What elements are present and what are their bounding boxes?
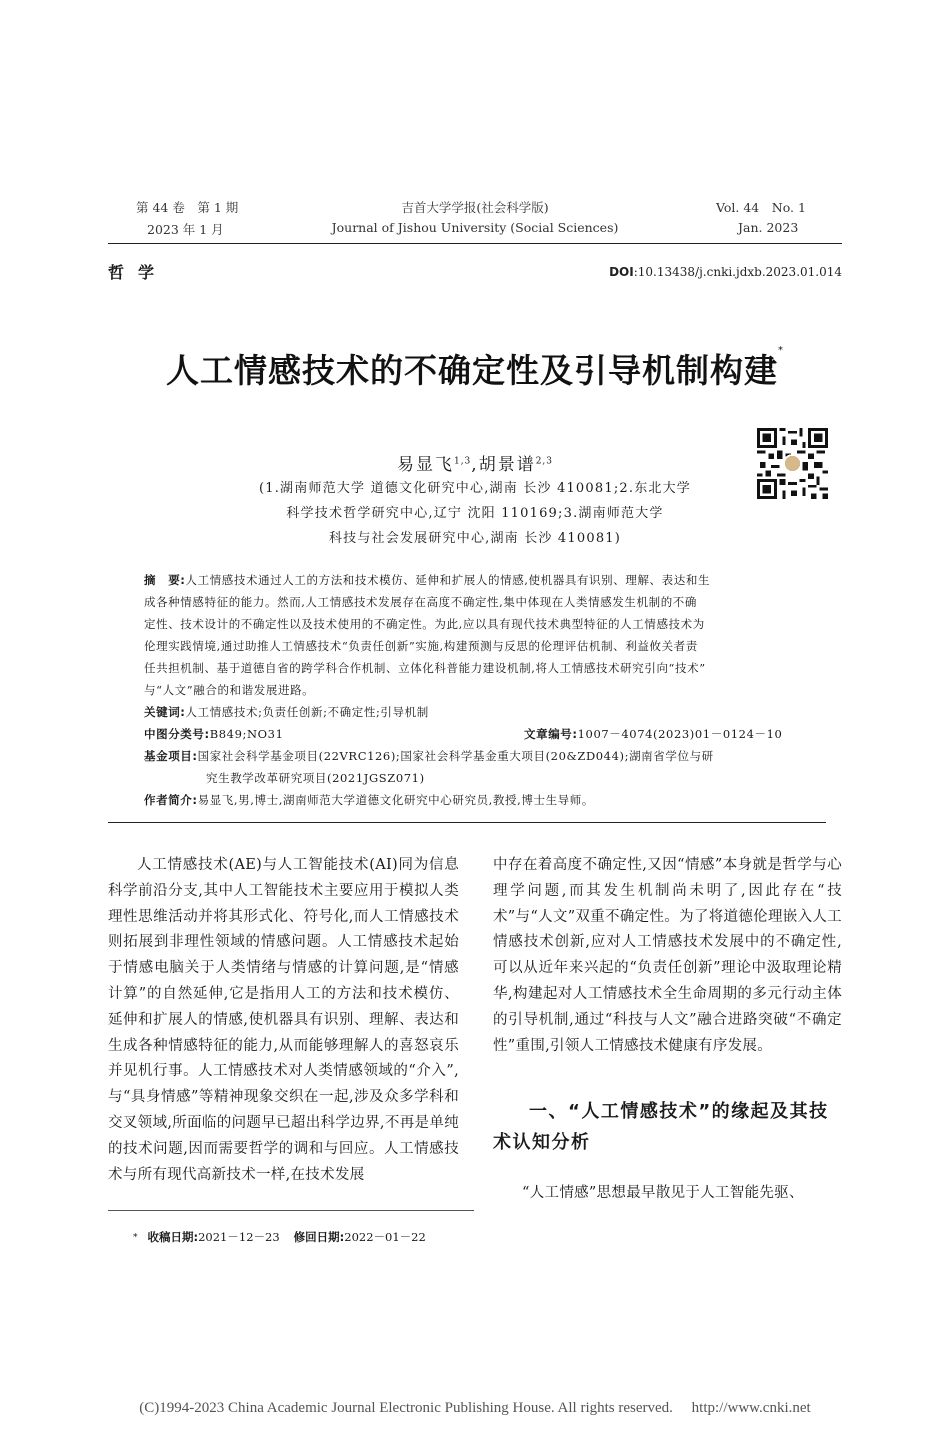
revised-date: 2022－01－22 <box>344 1230 426 1244</box>
header-journal-cn: 吉首大学学报(社会科学版) <box>401 200 549 215</box>
author-affiliation-index: 1,3 <box>453 456 472 467</box>
affiliations <box>200 476 750 551</box>
author-bio <box>144 789 824 811</box>
right-column-continued <box>493 1181 842 1207</box>
abstract-line: 任共担机制、基于道德自省的跨学科合作机制、立体化科普能力建设机制,将人工情感技术研究引向“技术” <box>144 661 706 675</box>
author-name: 胡景谱 <box>478 455 536 475</box>
doi <box>609 265 842 279</box>
author-bio-value: 易显飞,男,博士,湖南师范大学道德文化研究中心研究员,教授,博士生导师。 <box>197 793 594 807</box>
right-column <box>493 853 842 1059</box>
affiliation-line: (1.湖南师范大学 道德文化研究中心,湖南 长沙 410081;2.东北大学 <box>258 481 691 496</box>
copyright-notice: (C)1994-2023 China Academic Journal Electronic Publishing House. All rights reserved. http://www.cnki.net <box>139 1400 811 1416</box>
abstract-line: 伦理实践情境,通过助推人工情感技术“负责任创新”实施,构建预测与反思的伦理评估机制、利益攸关者责 <box>144 639 698 653</box>
article-number <box>524 723 782 745</box>
footnote-rule <box>108 1210 474 1211</box>
author-name: 易显飞 <box>396 455 454 475</box>
header-date-en: Jan. 2023 <box>738 220 799 235</box>
clc-label: 中图分类号: <box>144 727 210 741</box>
article-number-label: 文章编号: <box>524 727 578 741</box>
classification-row <box>144 723 824 745</box>
section-heading: 一、“人工情感技术”的缘起及其技术认知分析 <box>493 1101 829 1153</box>
section-label: 哲学 <box>108 263 169 282</box>
article-title <box>0 345 950 392</box>
header-volume-issue: 第 44 卷 第 1 期 <box>136 200 239 215</box>
header-date-cn: 2023 年 1 月 <box>147 222 224 237</box>
abstract-label: 摘 要: <box>144 573 186 587</box>
author-bio-label: 作者简介: <box>144 793 198 807</box>
author-separator: , <box>471 455 479 475</box>
clc-value: B849;NO31 <box>209 727 284 741</box>
doi-label: DOI <box>609 265 634 279</box>
fund-label: 基金项目: <box>144 749 198 763</box>
header-journal-en: Journal of Jishou University (Social Sciences) <box>331 220 619 235</box>
abstract-line: 成各种情感特征的能力。然而,人工情感技术发展存在高度不确定性,集中体现在人类情感发生机制的不确 <box>144 595 698 609</box>
doi-value: :10.13438/j.cnki.jdxb.2023.01.014 <box>633 265 842 279</box>
affiliation-line: 科学技术哲学研究中心,辽宁 沈阳 110169;3.湖南师范大学 <box>286 506 664 521</box>
header-rule <box>108 243 842 244</box>
body-paragraph: 中存在着高度不确定性,又因“情感”本身就是哲学与心理学问题,而其发生机制尚未明了,因此存在“技术”与“人文”双重不确定性。为了将道德伦理嵌入人工情感技术创新,应对人工情感技术发展中的不确定性,可以从近年来兴起的“负责任创新”理论中汲取理论精华,构建起对人工情感技术全生命周期的多元行动主体的引导机制,通过“科技与人文”融合进路突破“不确定性”重围,引领人工情感技术健康有序发展。 <box>493 857 842 1054</box>
body-paragraph: “人工情感”思想最早散见于人工智能先驱、 <box>522 1185 804 1201</box>
abstract-line: 与“人文”融合的和谐发展进路。 <box>144 683 315 697</box>
footnote-mark: * <box>133 1233 138 1243</box>
article-number-value: 1007－4074(2023)01－0124－10 <box>577 727 783 741</box>
left-column <box>108 853 459 1188</box>
fund-continued: 究生教学改革研究项目(2021JGSZ071) <box>206 771 425 785</box>
qr-code-icon <box>757 428 828 499</box>
keywords <box>144 701 824 723</box>
author-affiliation-index: 2,3 <box>535 456 554 467</box>
abstract <box>144 569 824 811</box>
revised-label: 修回日期: <box>293 1230 345 1244</box>
received-label: 收稿日期: <box>147 1230 199 1244</box>
footnote <box>133 1229 426 1245</box>
affiliation-line: 科技与社会发展研究中心,湖南 长沙 410081) <box>328 531 622 546</box>
keywords-label: 关键词: <box>144 705 186 719</box>
article-title-text: 人工情感技术的不确定性及引导机制构建 <box>166 351 778 390</box>
fund <box>144 745 824 767</box>
keywords-value: 人工情感技术;负责任创新;不确定性;引导机制 <box>185 705 429 719</box>
header-vol-en: Vol. 44 No. 1 <box>716 200 806 215</box>
abstract-line <box>144 569 824 591</box>
body-paragraph: 人工情感技术(AE)与人工智能技术(AI)同为信息科学前沿分支,其中人工智能技术主要应用于模拟人类理性思维活动并将其形式化、符号化,而人工情感技术则拓展到非理性领域的情感问题。人工情感技术起始于情感电脑关于人类情绪与情感的计算问题,是“情感计算”的自然延伸,它是指用人工的方法和技术模仿、延伸和扩展人的情感,使机器具有识别、理解、表达和生成各种情感特征的能力,从而能够理解人的喜怒哀乐并见机行事。人工情感技术对人类情感领域的“介入”,与“具身情感”等精神现象交织在一起,涉及众多学科和交叉领域,所面临的问题早已超出科学边界,不再是单纯的技术问题,因而需要哲学的调和与回应。人工情感技术与所有现代高新技术一样,在技术发展 <box>108 857 459 1183</box>
title-footnote-mark: * <box>778 345 784 356</box>
abstract-line: 定性、技术设计的不确定性以及技术使用的不确定性。为此,应以具有现代技术典型特征的人工情感技术为 <box>144 617 705 631</box>
fund-value: 国家社会科学基金项目(22VRC126);国家社会科学基金重大项目(20&ZD044);湖南省学位与研 <box>197 749 714 763</box>
abstract-text: 人工情感技术通过人工的方法和技术模仿、延伸和扩展人的情感,使机器具有识别、理解、表达和生 <box>185 573 711 587</box>
received-date: 2021－12－23 <box>198 1230 280 1244</box>
abstract-rule <box>108 822 826 823</box>
